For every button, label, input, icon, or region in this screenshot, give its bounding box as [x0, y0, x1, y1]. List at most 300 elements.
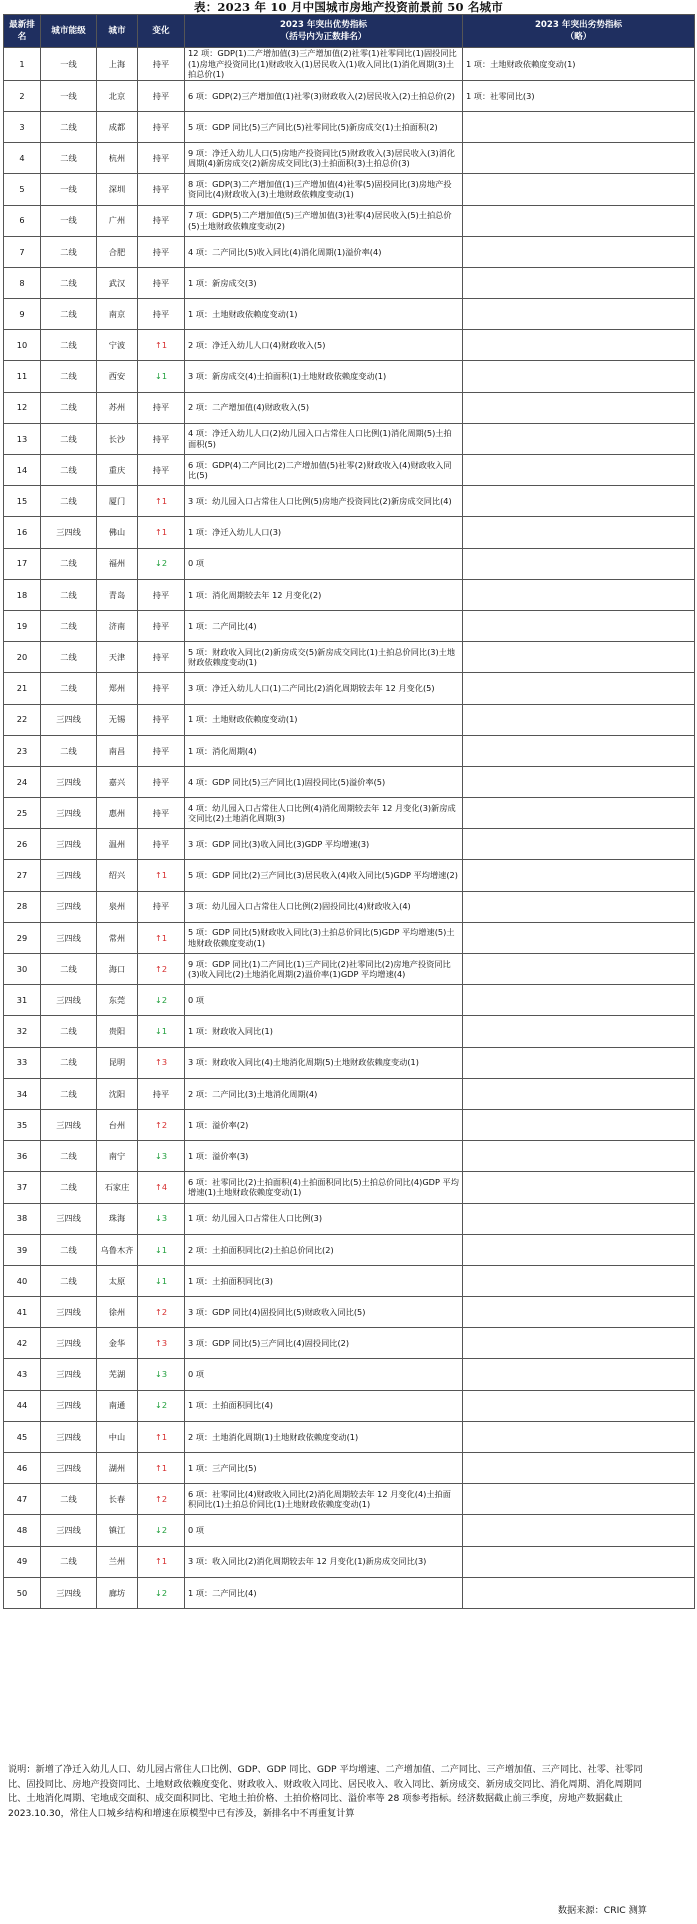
tier-cell: 一线 [41, 48, 97, 81]
tier-cell: 二线 [41, 299, 97, 330]
rank-cell: 15 [4, 486, 41, 517]
advantages-cell: 1 项：消化周期较去年 12 月变化(2) [185, 579, 463, 610]
city-cell: 杭州 [97, 143, 138, 174]
ranking-table [3, 14, 695, 1609]
change-cell: 持平 [138, 766, 185, 797]
change-cell: ↑3 [138, 1328, 185, 1359]
tier-cell: 二线 [41, 361, 97, 392]
rank-cell: 24 [4, 766, 41, 797]
tier-cell: 二线 [41, 267, 97, 298]
weaknesses-cell [463, 1078, 695, 1109]
footnote: 说明：新增了净迁入幼儿人口、幼儿园占常住人口比例、GDP、GDP 同比、GDP 平均增速、二产增加值、二产同比、三产增加值、三产同比、社零、社零同比、固投同比、房地产投资同比、土地财政依赖度变化、财政收入、财政收入同比、居民收入、收入同比、新房成交、新房成交同比、消化周期、消化周期同比、土地消化周期、宅地成交面积、成交面积同比、宅地土拍价格、土拍价格同比、溢价率等 28 项参考指标。经济数据截止前三季度，房地产数据截止 2023.10.30，常住人口城乡结构和增速在原模型中已有涉及，新排名中不再重复计算 [8, 1764, 643, 1819]
change-cell: ↓1 [138, 361, 185, 392]
change-cell: 持平 [138, 111, 185, 142]
weaknesses-cell [463, 954, 695, 985]
change-cell: 持平 [138, 455, 185, 486]
tier-cell: 二线 [41, 1265, 97, 1296]
weaknesses-cell [463, 673, 695, 704]
rank-cell: 45 [4, 1421, 41, 1452]
change-cell: 持平 [138, 267, 185, 298]
change-cell: ↑1 [138, 922, 185, 953]
rank-cell: 36 [4, 1141, 41, 1172]
table-row [4, 111, 695, 142]
tier-cell: 一线 [41, 80, 97, 111]
weaknesses-cell [463, 330, 695, 361]
weaknesses-cell [463, 1515, 695, 1546]
advantages-cell: 4 项：GDP 同比(5)三产同比(1)固投同比(5)溢价率(5) [185, 766, 463, 797]
change-cell: ↑2 [138, 1297, 185, 1328]
table-row [4, 1359, 695, 1390]
rank-cell: 26 [4, 829, 41, 860]
tier-cell: 二线 [41, 236, 97, 267]
weaknesses-cell [463, 1109, 695, 1140]
city-cell: 金华 [97, 1328, 138, 1359]
advantages-cell: 1 项：土拍面积同比(3) [185, 1265, 463, 1296]
change-cell: ↑1 [138, 1421, 185, 1452]
weaknesses-cell [463, 486, 695, 517]
change-cell: ↓3 [138, 1141, 185, 1172]
tier-cell: 二线 [41, 548, 97, 579]
advantages-cell: 1 项：二产同比(4) [185, 1577, 463, 1608]
rank-cell: 3 [4, 111, 41, 142]
city-cell: 无锡 [97, 704, 138, 735]
tier-cell: 二线 [41, 1546, 97, 1577]
city-cell: 长沙 [97, 423, 138, 454]
rank-cell: 20 [4, 642, 41, 673]
table-row [4, 1546, 695, 1577]
tier-cell: 一线 [41, 205, 97, 236]
change-cell: ↑2 [138, 1109, 185, 1140]
rank-cell: 30 [4, 954, 41, 985]
city-cell: 徐州 [97, 1297, 138, 1328]
header-weaknesses [463, 15, 695, 48]
rank-cell: 10 [4, 330, 41, 361]
change-cell: 持平 [138, 392, 185, 423]
table-row [4, 486, 695, 517]
rank-cell: 21 [4, 673, 41, 704]
weaknesses-cell [463, 704, 695, 735]
tier-cell: 二线 [41, 673, 97, 704]
city-cell: 珠海 [97, 1203, 138, 1234]
city-cell: 南昌 [97, 735, 138, 766]
weaknesses-cell [463, 579, 695, 610]
advantages-cell: 2 项：二产同比(3)土地消化周期(4) [185, 1078, 463, 1109]
tier-cell: 三四线 [41, 1297, 97, 1328]
rank-cell: 4 [4, 143, 41, 174]
tier-cell: 三四线 [41, 860, 97, 891]
table-row [4, 829, 695, 860]
change-cell: 持平 [138, 143, 185, 174]
rank-cell: 49 [4, 1546, 41, 1577]
table-row [4, 704, 695, 735]
city-cell: 惠州 [97, 798, 138, 829]
weaknesses-cell [463, 1577, 695, 1608]
advantages-cell: 1 项：土地财政依赖度变动(1) [185, 704, 463, 735]
table-row [4, 1172, 695, 1203]
city-cell: 温州 [97, 829, 138, 860]
rank-cell: 32 [4, 1016, 41, 1047]
rank-cell: 8 [4, 267, 41, 298]
rank-cell: 12 [4, 392, 41, 423]
advantages-cell: 1 项：幼儿园入口占常住人口比例(3) [185, 1203, 463, 1234]
change-cell: ↑3 [138, 1047, 185, 1078]
advantages-cell: 1 项：溢价率(3) [185, 1141, 463, 1172]
advantages-cell: 3 项：收入同比(2)消化周期较去年 12 月变化(1)新房成交同比(3) [185, 1546, 463, 1577]
table-row [4, 735, 695, 766]
change-cell: ↓2 [138, 985, 185, 1016]
advantages-cell: 1 项：土地财政依赖度变动(1) [185, 299, 463, 330]
rank-cell: 19 [4, 610, 41, 641]
rank-cell: 11 [4, 361, 41, 392]
advantages-cell: 4 项：净迁入幼儿人口(2)幼儿园入口占常住人口比例(1)消化周期(5)土拍面积(5) [185, 423, 463, 454]
city-cell: 昆明 [97, 1047, 138, 1078]
city-cell: 常州 [97, 922, 138, 953]
rank-cell: 25 [4, 798, 41, 829]
rank-cell: 35 [4, 1109, 41, 1140]
table-row [4, 80, 695, 111]
change-cell: 持平 [138, 236, 185, 267]
advantages-cell: 1 项：消化周期(4) [185, 735, 463, 766]
tier-cell: 二线 [41, 642, 97, 673]
weaknesses-cell [463, 1359, 695, 1390]
city-cell: 厦门 [97, 486, 138, 517]
advantages-cell: 3 项：GDP 同比(3)收入同比(3)GDP 平均增速(3) [185, 829, 463, 860]
city-cell: 合肥 [97, 236, 138, 267]
rank-cell: 29 [4, 922, 41, 953]
change-cell: 持平 [138, 829, 185, 860]
table-row [4, 423, 695, 454]
table-row [4, 798, 695, 829]
tier-cell: 二线 [41, 392, 97, 423]
change-cell: 持平 [138, 205, 185, 236]
rank-cell: 7 [4, 236, 41, 267]
table-row [4, 548, 695, 579]
city-cell: 青岛 [97, 579, 138, 610]
table-row [4, 1453, 695, 1484]
weaknesses-cell [463, 1141, 695, 1172]
tier-cell: 二线 [41, 143, 97, 174]
rank-cell: 17 [4, 548, 41, 579]
tier-cell: 二线 [41, 423, 97, 454]
header-row [4, 15, 695, 48]
weaknesses-cell [463, 1390, 695, 1421]
city-cell: 宁波 [97, 330, 138, 361]
rank-cell: 13 [4, 423, 41, 454]
city-cell: 南宁 [97, 1141, 138, 1172]
change-cell: ↓1 [138, 1265, 185, 1296]
rank-cell: 39 [4, 1234, 41, 1265]
table-row [4, 1515, 695, 1546]
change-cell: ↑1 [138, 486, 185, 517]
table-row [4, 891, 695, 922]
city-cell: 乌鲁木齐 [97, 1234, 138, 1265]
change-cell: ↓2 [138, 1577, 185, 1608]
weaknesses-cell [463, 766, 695, 797]
rank-cell: 22 [4, 704, 41, 735]
weaknesses-cell [463, 1297, 695, 1328]
change-cell: 持平 [138, 80, 185, 111]
tier-cell: 二线 [41, 455, 97, 486]
table-row [4, 174, 695, 205]
rank-cell: 48 [4, 1515, 41, 1546]
header-advantages-line1: 2023 年突出优势指标 [279, 20, 368, 30]
table-row [4, 330, 695, 361]
advantages-cell: 5 项：财政收入同比(2)新房成交(5)新房成交同比(1)土拍总价同比(3)土地财政依赖度变动(1) [185, 642, 463, 673]
header-advantages-line2: （括号内为正数排名） [280, 32, 367, 42]
tier-cell: 三四线 [41, 798, 97, 829]
rank-cell: 28 [4, 891, 41, 922]
city-cell: 郑州 [97, 673, 138, 704]
data-source: 数据来源：CRIC 测算 [557, 1905, 647, 1916]
advantages-cell: 5 项：GDP 同比(5)三产同比(5)社零同比(5)新房成交(1)土拍面积(2) [185, 111, 463, 142]
advantages-cell: 3 项：净迁入幼儿人口(1)二产同比(2)消化周期较去年 12 月变化(5) [185, 673, 463, 704]
advantages-cell: 0 项 [185, 985, 463, 1016]
table-row [4, 1328, 695, 1359]
change-cell: ↑1 [138, 517, 185, 548]
rank-cell: 33 [4, 1047, 41, 1078]
advantages-cell: 4 项：二产同比(5)收入同比(4)消化周期(1)溢价率(4) [185, 236, 463, 267]
table-row [4, 517, 695, 548]
change-cell: ↓3 [138, 1359, 185, 1390]
advantages-cell: 1 项：净迁入幼儿人口(3) [185, 517, 463, 548]
table-row [4, 143, 695, 174]
change-cell: 持平 [138, 610, 185, 641]
weaknesses-cell [463, 1265, 695, 1296]
city-cell: 芜湖 [97, 1359, 138, 1390]
change-cell: 持平 [138, 891, 185, 922]
advantages-cell: 1 项：溢价率(2) [185, 1109, 463, 1140]
weaknesses-cell [463, 922, 695, 953]
city-cell: 镇江 [97, 1515, 138, 1546]
weaknesses-cell [463, 610, 695, 641]
weaknesses-cell [463, 143, 695, 174]
advantages-cell: 5 项：GDP 同比(5)财政收入同比(3)土拍总价同比(5)GDP 平均增速(5)土地财政依赖度变动(1) [185, 922, 463, 953]
change-cell: ↑1 [138, 330, 185, 361]
change-cell: 持平 [138, 299, 185, 330]
weaknesses-cell [463, 236, 695, 267]
rank-cell: 9 [4, 299, 41, 330]
weaknesses-cell [463, 1234, 695, 1265]
table-row [4, 1078, 695, 1109]
header-weaknesses-line1: 2023 年突出劣势指标 [534, 20, 623, 30]
city-cell: 北京 [97, 80, 138, 111]
tier-cell: 一线 [41, 174, 97, 205]
change-cell: ↓1 [138, 1016, 185, 1047]
rank-cell: 46 [4, 1453, 41, 1484]
change-cell: 持平 [138, 423, 185, 454]
advantages-cell: 6 项：社零同比(4)财政收入同比(2)消化周期较去年 12 月变化(4)土拍面积同比(1)土拍总价同比(1)土地财政依赖度变动(1) [185, 1484, 463, 1515]
table-body [4, 48, 695, 1609]
advantages-cell: 6 项：GDP(2)三产增加值(1)社零(3)财政收入(2)居民收入(2)土拍总价(2) [185, 80, 463, 111]
tier-cell: 二线 [41, 486, 97, 517]
table-row [4, 579, 695, 610]
tier-cell: 三四线 [41, 766, 97, 797]
tier-cell: 二线 [41, 954, 97, 985]
rank-cell: 16 [4, 517, 41, 548]
rank-cell: 2 [4, 80, 41, 111]
change-cell: 持平 [138, 642, 185, 673]
table-row [4, 1484, 695, 1515]
table-row [4, 1234, 695, 1265]
header-weaknesses-line2: （略） [565, 32, 592, 42]
tier-cell: 三四线 [41, 704, 97, 735]
table-row [4, 236, 695, 267]
weaknesses-cell: 1 项：社零同比(3) [463, 80, 695, 111]
header-change: 变化 [138, 15, 185, 48]
table-row [4, 1016, 695, 1047]
city-cell: 湖州 [97, 1453, 138, 1484]
weaknesses-cell [463, 392, 695, 423]
advantages-cell: 1 项：新房成交(3) [185, 267, 463, 298]
tier-cell: 三四线 [41, 1390, 97, 1421]
table-row [4, 1141, 695, 1172]
advantages-cell: 1 项：土拍面积同比(4) [185, 1390, 463, 1421]
table-row [4, 361, 695, 392]
city-cell: 南京 [97, 299, 138, 330]
rank-cell: 47 [4, 1484, 41, 1515]
tier-cell: 三四线 [41, 1203, 97, 1234]
rank-cell: 41 [4, 1297, 41, 1328]
change-cell: 持平 [138, 48, 185, 81]
table-row [4, 392, 695, 423]
rank-cell: 23 [4, 735, 41, 766]
advantages-cell: 9 项：GDP 同比(1)二产同比(1)三产同比(2)社零同比(2)房地产投资同比(3)收入同比(2)土地消化周期(2)溢价率(1)GDP 平均增速(4) [185, 954, 463, 985]
weaknesses-cell [463, 299, 695, 330]
tier-cell: 二线 [41, 735, 97, 766]
advantages-cell: 6 项：社零同比(2)土拍面积(4)土拍面积同比(5)土拍总价同比(4)GDP 平均增速(1)土地财政依赖度变动(1) [185, 1172, 463, 1203]
advantages-cell: 2 项：土拍面积同比(2)土拍总价同比(2) [185, 1234, 463, 1265]
rank-cell: 40 [4, 1265, 41, 1296]
weaknesses-cell [463, 517, 695, 548]
table-row [4, 1390, 695, 1421]
change-cell: ↑1 [138, 1453, 185, 1484]
change-cell: ↓2 [138, 548, 185, 579]
table-row [4, 299, 695, 330]
tier-cell: 三四线 [41, 829, 97, 860]
tier-cell: 三四线 [41, 1421, 97, 1452]
table-row [4, 455, 695, 486]
city-cell: 海口 [97, 954, 138, 985]
tier-cell: 二线 [41, 1172, 97, 1203]
weaknesses-cell: 1 项：土地财政依赖度变动(1) [463, 48, 695, 81]
rank-cell: 18 [4, 579, 41, 610]
table-row [4, 205, 695, 236]
tier-cell: 二线 [41, 1078, 97, 1109]
tier-cell: 二线 [41, 111, 97, 142]
tier-cell: 三四线 [41, 1109, 97, 1140]
weaknesses-cell [463, 1453, 695, 1484]
tier-cell: 三四线 [41, 985, 97, 1016]
advantages-cell: 3 项：幼儿园入口占常住人口比例(5)房地产投资同比(2)新房成交同比(4) [185, 486, 463, 517]
tier-cell: 三四线 [41, 517, 97, 548]
change-cell: ↑2 [138, 954, 185, 985]
table-row [4, 673, 695, 704]
table-row [4, 642, 695, 673]
change-cell: ↓2 [138, 1390, 185, 1421]
weaknesses-cell [463, 798, 695, 829]
weaknesses-cell [463, 548, 695, 579]
table-row [4, 985, 695, 1016]
advantages-cell: 4 项：幼儿园入口占常住人口比例(4)消化周期较去年 12 月变化(3)新房成交同比(2)土地消化周期(3) [185, 798, 463, 829]
advantages-cell: 1 项：二产同比(4) [185, 610, 463, 641]
city-cell: 廊坊 [97, 1577, 138, 1608]
rank-cell: 6 [4, 205, 41, 236]
weaknesses-cell [463, 1328, 695, 1359]
weaknesses-cell [463, 1484, 695, 1515]
city-cell: 太原 [97, 1265, 138, 1296]
rank-cell: 5 [4, 174, 41, 205]
table-row [4, 954, 695, 985]
city-cell: 嘉兴 [97, 766, 138, 797]
header-city: 城市 [97, 15, 138, 48]
advantages-cell: 1 项：财政收入同比(1) [185, 1016, 463, 1047]
city-cell: 深圳 [97, 174, 138, 205]
table-row [4, 1421, 695, 1452]
change-cell: 持平 [138, 174, 185, 205]
change-cell: ↓2 [138, 1515, 185, 1546]
city-cell: 石家庄 [97, 1172, 138, 1203]
table-row [4, 1577, 695, 1608]
rank-cell: 42 [4, 1328, 41, 1359]
change-cell: 持平 [138, 735, 185, 766]
weaknesses-cell [463, 891, 695, 922]
change-cell: ↑1 [138, 860, 185, 891]
city-cell: 西安 [97, 361, 138, 392]
weaknesses-cell [463, 735, 695, 766]
city-cell: 南通 [97, 1390, 138, 1421]
city-cell: 武汉 [97, 267, 138, 298]
weaknesses-cell [463, 455, 695, 486]
advantages-cell: 3 项：GDP 同比(5)三产同比(4)固投同比(2) [185, 1328, 463, 1359]
tier-cell: 三四线 [41, 891, 97, 922]
city-cell: 成都 [97, 111, 138, 142]
tier-cell: 二线 [41, 1047, 97, 1078]
table-row [4, 1109, 695, 1140]
weaknesses-cell [463, 111, 695, 142]
advantages-cell: 0 项 [185, 1515, 463, 1546]
advantages-cell: 3 项：幼儿园入口占常住人口比例(2)固投同比(4)财政收入(4) [185, 891, 463, 922]
tier-cell: 二线 [41, 610, 97, 641]
table-row [4, 48, 695, 81]
rank-cell: 37 [4, 1172, 41, 1203]
advantages-cell: 12 项：GDP(1)二产增加值(3)三产增加值(2)社零(1)社零同比(1)固投同比(1)房地产投资同比(1)财政收入(1)居民收入(1)收入同比(1)消化周期(3)土拍总价(1) [185, 48, 463, 81]
city-cell: 苏州 [97, 392, 138, 423]
advantages-cell: 2 项：净迁入幼儿人口(4)财政收入(5) [185, 330, 463, 361]
weaknesses-cell [463, 1172, 695, 1203]
advantages-cell: 2 项：二产增加值(4)财政收入(5) [185, 392, 463, 423]
city-cell: 泉州 [97, 891, 138, 922]
tier-cell: 三四线 [41, 1453, 97, 1484]
city-cell: 贵阳 [97, 1016, 138, 1047]
change-cell: ↑4 [138, 1172, 185, 1203]
header-tier: 城市能级 [41, 15, 97, 48]
rank-cell: 1 [4, 48, 41, 81]
tier-cell: 二线 [41, 1016, 97, 1047]
city-cell: 重庆 [97, 455, 138, 486]
table-row [4, 1203, 695, 1234]
tier-cell: 三四线 [41, 1515, 97, 1546]
change-cell: ↓3 [138, 1203, 185, 1234]
table-row [4, 610, 695, 641]
weaknesses-cell [463, 1016, 695, 1047]
advantages-cell: 8 项：GDP(3)二产增加值(1)三产增加值(4)社零(5)固投同比(3)房地产投资同比(4)财政收入(3)土地财政依赖度变动(1) [185, 174, 463, 205]
rank-cell: 34 [4, 1078, 41, 1109]
table-row [4, 1047, 695, 1078]
advantages-cell: 3 项：新房成交(4)土拍面积(1)土地财政依赖度变动(1) [185, 361, 463, 392]
advantages-cell: 2 项：土地消化周期(1)土地财政依赖度变动(1) [185, 1421, 463, 1452]
tier-cell: 三四线 [41, 922, 97, 953]
city-cell: 兰州 [97, 1546, 138, 1577]
